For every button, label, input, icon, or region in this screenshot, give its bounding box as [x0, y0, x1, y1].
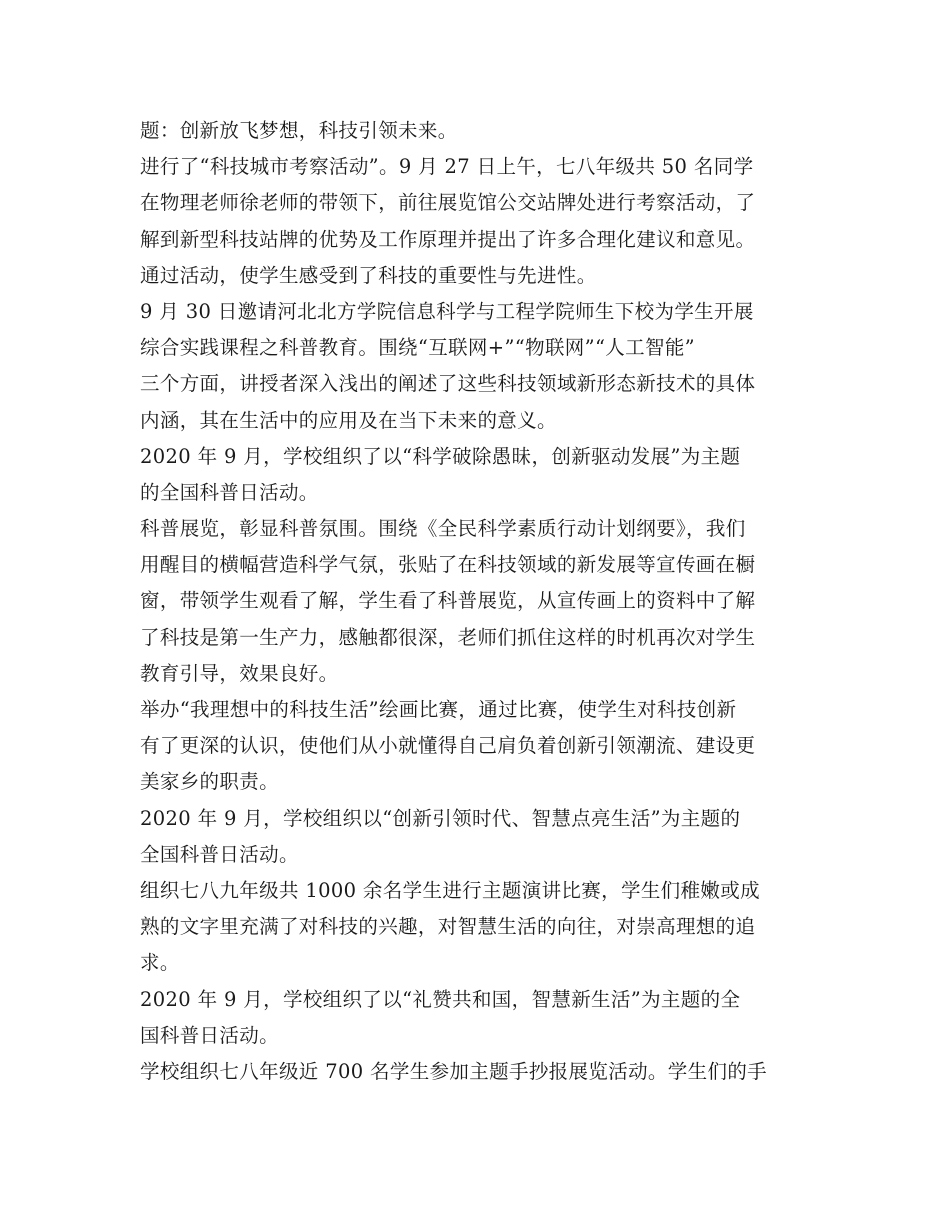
text-line: 科普展览，彰显科普氛围。围绕《全民科学素质行动计划纲要》，我们	[140, 517, 746, 541]
text-line: 进行了“科技城市考察活动”。9 月 27 日上午，七八年级共 50 名同学	[140, 155, 754, 179]
text-line: 综合实践课程之科普教育。围绕“互联网+”“物联网”“人工智能”	[140, 336, 696, 360]
text-line: 题：创新放飞梦想，科技引领未来。	[140, 119, 458, 142]
document-body	[140, 113, 820, 1090]
text-line: 有了更深的认识，使他们从小就懂得自己肩负着创新引领潮流、建设更	[140, 734, 756, 758]
text-line: 熟的文字里充满了对科技的兴趣，对智慧生活的向往，对崇高理想的追	[140, 915, 756, 939]
text-line: 2020 年 9 月，学校组织以“创新引领时代、智慧点亮生活”为主题的	[140, 806, 741, 830]
text-line: 教育引导，效果良好。	[140, 661, 339, 685]
text-line: 内涵，其在生活中的应用及在当下未来的意义。	[140, 408, 557, 432]
text-line: 9 月 30 日邀请河北北方学院信息科学与工程学院师生下校为学生开展	[140, 299, 754, 323]
text-line: 组织七八九年级共 1000 余名学生进行主题演讲比赛，学生们稚嫩或成	[140, 878, 760, 902]
text-line: 窗，带领学生观看了解，学生看了科普展览，从宣传画上的资料中了解	[140, 589, 756, 613]
text-line: 了科技是第一生产力，感触都很深，老师们抓住这样的时机再次对学生	[140, 625, 756, 649]
text-line: 通过活动，使学生感受到了科技的重要性与先进性。	[140, 263, 597, 287]
text-line: 在物理老师徐老师的带领下，前往展览馆公交站牌处进行考察活动，了	[140, 191, 756, 215]
text-line: 2020 年 9 月，学校组织了以“科学破除愚昧，创新驱动发展”为主题	[140, 444, 741, 468]
text-line: 2020 年 9 月，学校组织了以“礼赞共和国，智慧新生活”为主题的全	[140, 987, 741, 1011]
text-line: 求。	[140, 951, 180, 975]
text-line: 三个方面，讲授者深入浅出的阐述了这些科技领域新形态新技术的具体	[140, 372, 756, 396]
text-line: 美家乡的职责。	[140, 770, 279, 794]
text-line: 解到新型科技站牌的优势及工作原理并提出了许多合理化建议和意见。	[140, 227, 756, 251]
text-line: 全国科普日活动。	[140, 842, 299, 866]
text-line: 用醒目的横幅营造科学气氛，张贴了在科技领域的新发展等宣传画在橱	[140, 553, 756, 577]
text-line: 学校组织七八年级近 700 名学生参加主题手抄报展览活动。学生们的手	[140, 1059, 768, 1083]
text-line: 举办“我理想中的科技生活”绘画比赛，通过比赛，使学生对科技创新	[140, 698, 737, 721]
text-line: 的全国科普日活动。	[140, 480, 319, 504]
text-line: 国科普日活动。	[140, 1023, 279, 1047]
